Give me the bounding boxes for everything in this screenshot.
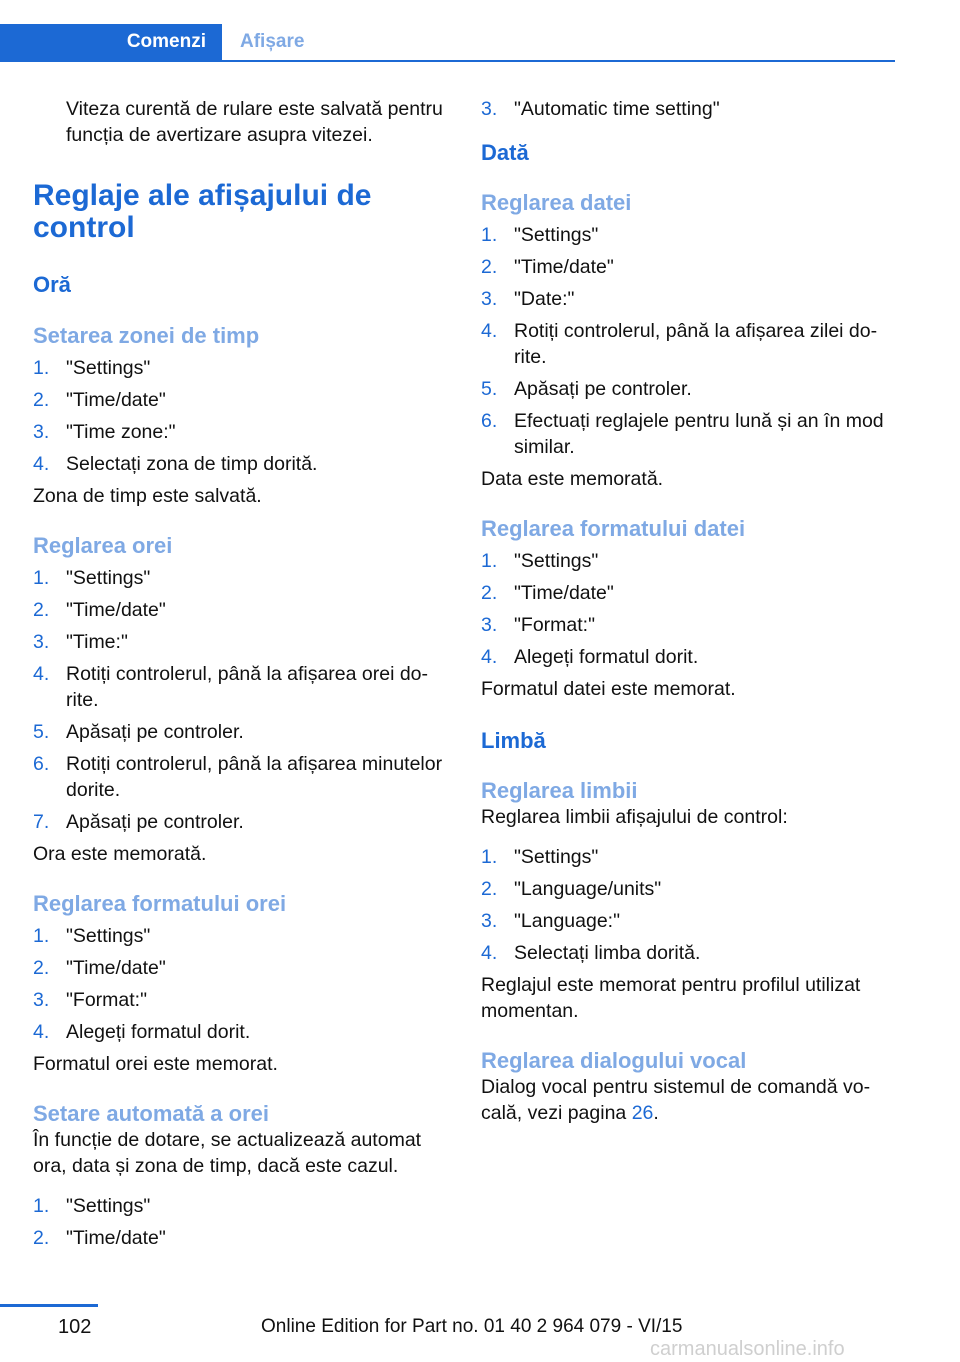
list-item	[33, 809, 453, 835]
list-item	[33, 629, 453, 655]
page-link[interactable]: 26	[631, 1102, 654, 1124]
watermark: carmanualsonline.info	[650, 1338, 845, 1360]
voice-text	[481, 1074, 901, 1126]
footer-divider	[0, 1304, 98, 1307]
step-number: 3.	[481, 98, 498, 120]
date-result: Data este memorată.	[481, 468, 664, 490]
list-item	[33, 565, 453, 591]
time-heading: Reglarea orei	[33, 533, 173, 558]
section-title: Reglaje ale afișajului de control	[33, 179, 372, 244]
list-item	[481, 908, 901, 934]
step-number: 1.	[481, 224, 498, 246]
list-item	[481, 644, 901, 670]
list-item	[481, 286, 901, 312]
list-item	[33, 751, 453, 803]
step-number: 4.	[481, 942, 498, 964]
list-item	[33, 719, 453, 745]
language-text: Reglarea limbii afișajului de control:	[481, 806, 788, 828]
step-text: "Time zone:"	[66, 421, 176, 443]
time-steps	[33, 565, 453, 835]
time-result: Ora este memorată.	[33, 843, 207, 865]
date-heading: Reglarea datei	[481, 190, 632, 215]
step-number: 6.	[33, 753, 50, 775]
edition-note: Online Edition for Part no. 01 40 2 964 079 - VI/15	[261, 1316, 683, 1337]
tab-comenzi[interactable]: Comenzi	[0, 24, 222, 60]
list-item	[33, 1225, 453, 1251]
step-text: "Time/date"	[66, 1227, 166, 1249]
step-text: "Settings"	[66, 925, 151, 947]
list-item	[33, 355, 453, 381]
step-number: 5.	[33, 721, 50, 743]
list-item	[33, 661, 453, 713]
step-number: 2.	[481, 878, 498, 900]
step-text: "Language/units"	[514, 878, 662, 900]
intro-paragraph: Viteza curentă de rulare este salvată pentru funcția de avertizare asupra vitezei.	[66, 98, 443, 146]
right-column	[481, 96, 901, 1126]
page-number: 102	[58, 1316, 92, 1338]
tab-afisare[interactable]: Afișare	[240, 31, 305, 52]
list-item	[33, 419, 453, 445]
step-text: "Settings"	[514, 550, 599, 572]
step-number: 4.	[481, 646, 498, 668]
list-item	[481, 612, 901, 638]
language-result: Reglajul este memorat pentru profilul utilizat momentan.	[481, 974, 861, 1022]
step-text: "Time/date"	[66, 389, 166, 411]
step-number: 6.	[481, 410, 498, 432]
zone-result: Zona de timp este salvată.	[33, 485, 262, 507]
date-format-result: Formatul datei este memorat.	[481, 678, 736, 700]
step-number: 7.	[33, 811, 50, 833]
list-item	[33, 597, 453, 623]
header-divider	[0, 60, 895, 62]
time-format-steps	[33, 923, 453, 1045]
step-number: 1.	[481, 846, 498, 868]
step-number: 2.	[33, 599, 50, 621]
list-item	[33, 1019, 453, 1045]
date-format-steps	[481, 548, 901, 670]
step-number: 3.	[33, 989, 50, 1011]
step-text: "Settings"	[66, 567, 151, 589]
voice-heading: Reglarea dialogului vocal	[481, 1048, 747, 1073]
step-text: Rotiți controlerul, până la afișarea minutelor dorite.	[66, 753, 443, 801]
step-number: 2.	[481, 256, 498, 278]
list-item	[33, 1193, 453, 1219]
step-number: 1.	[33, 925, 50, 947]
step-number: 2.	[481, 582, 498, 604]
step-number: 4.	[33, 1021, 50, 1043]
step-text: "Time/date"	[66, 957, 166, 979]
step-text: "Settings"	[66, 1195, 151, 1217]
step-text: Alegeți formatul dorit.	[66, 1021, 251, 1043]
step-number: 1.	[33, 1195, 50, 1217]
auto-time-steps	[33, 1193, 453, 1251]
list-item	[33, 451, 453, 477]
ora-heading: Oră	[33, 272, 71, 297]
language-heading: Reglarea limbii	[481, 778, 638, 803]
step-text: Selectați limba dorită.	[514, 942, 701, 964]
step-text: Apăsați pe controler.	[66, 811, 244, 833]
list-item	[481, 548, 901, 574]
list-item	[481, 376, 901, 402]
step-number: 5.	[481, 378, 498, 400]
step-text: "Time/date"	[514, 256, 614, 278]
step-number: 2.	[33, 957, 50, 979]
zone-heading: Setarea zonei de timp	[33, 323, 260, 348]
step-number: 4.	[481, 320, 498, 342]
list-item	[481, 408, 901, 460]
step-text: "Time/date"	[514, 582, 614, 604]
auto-time-text: În funcție de dotare, se actualizează automat ora, data și zona de timp, dacă este cazul.	[33, 1129, 422, 1177]
step-number: 1.	[33, 357, 50, 379]
auto-time-heading: Setare automată a orei	[33, 1101, 269, 1126]
list-item	[481, 580, 901, 606]
step-text: "Automatic time setting"	[514, 98, 720, 120]
step-number: 4.	[33, 453, 50, 475]
step-number: 1.	[33, 567, 50, 589]
step-text: "Time/date"	[66, 599, 166, 621]
step-text: "Time:"	[66, 631, 128, 653]
step-text: Apăsați pe controler.	[514, 378, 692, 400]
limba-heading: Limbă	[481, 728, 546, 753]
voice-text-end: .	[653, 1102, 659, 1124]
step-number: 3.	[481, 910, 498, 932]
step-number: 3.	[33, 421, 50, 443]
step-text: "Settings"	[514, 224, 599, 246]
date-format-heading: Reglarea formatului datei	[481, 516, 746, 541]
step-text: "Settings"	[66, 357, 151, 379]
step-text: Apăsați pe controler.	[66, 721, 244, 743]
voice-text-main: Dialog vocal pentru sistemul de comandă vocală, vezi pagina	[481, 1076, 871, 1124]
step-text: Rotiți controlerul, până la afișarea zilei dorite.	[514, 320, 878, 368]
list-item	[481, 318, 901, 370]
list-item	[481, 940, 901, 966]
list-item	[33, 955, 453, 981]
step-text: "Format:"	[514, 614, 596, 636]
step-text: "Date:"	[514, 288, 575, 310]
step-number: 3.	[33, 631, 50, 653]
step-text: Selectați zona de timp dorită.	[66, 453, 318, 475]
step-text: "Language:"	[514, 910, 621, 932]
list-item	[481, 96, 901, 122]
step-text: Rotiți controlerul, până la afișarea orei dorite.	[66, 663, 429, 711]
step-number: 2.	[33, 389, 50, 411]
step-text: "Format:"	[66, 989, 148, 1011]
list-item	[33, 987, 453, 1013]
list-item	[481, 222, 901, 248]
step-number: 4.	[33, 663, 50, 685]
list-item	[33, 923, 453, 949]
time-format-heading: Reglarea formatului orei	[33, 891, 287, 916]
page-header	[0, 0, 960, 62]
list-item	[481, 254, 901, 280]
list-item	[481, 844, 901, 870]
list-item	[33, 387, 453, 413]
data-heading: Dată	[481, 140, 529, 165]
step-number: 1.	[481, 550, 498, 572]
step-text: Alegeți formatul dorit.	[514, 646, 699, 668]
list-item	[481, 876, 901, 902]
step-number: 2.	[33, 1227, 50, 1249]
step-number: 3.	[481, 614, 498, 636]
language-steps	[481, 844, 901, 966]
step-number: 3.	[481, 288, 498, 310]
step-text: Efectuați reglajele pentru lună și an în mod similar.	[514, 410, 884, 458]
auto-time-steps-cont	[481, 96, 901, 122]
left-column	[33, 96, 453, 1257]
step-text: "Settings"	[514, 846, 599, 868]
zone-steps	[33, 355, 453, 477]
date-steps	[481, 222, 901, 460]
time-format-result: Formatul orei este memorat.	[33, 1053, 278, 1075]
